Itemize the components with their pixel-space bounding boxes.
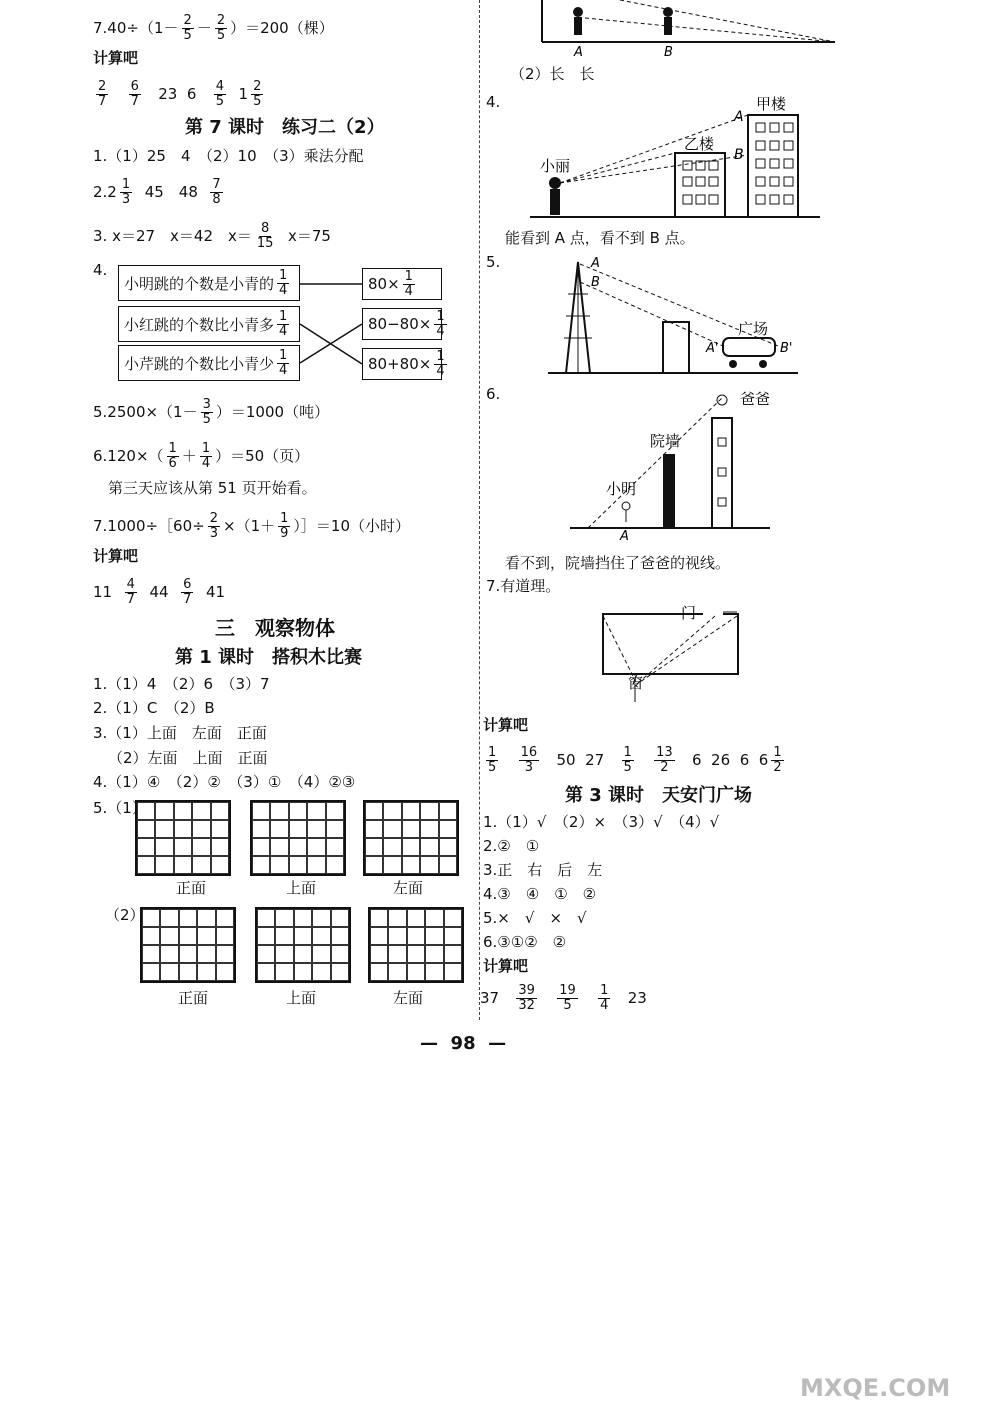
l3-q1: 1.（1）√ （2）× （3）√ （4）√ <box>483 813 720 831</box>
view-grid <box>363 800 459 876</box>
l7-q6: 6.120×（ $\frac{1}{6}$ ＋ $\frac{1}{4}$ ）＝50（页） <box>93 441 310 471</box>
calc-label-r: 计算吧 <box>483 716 529 734</box>
view-label: 正面 <box>176 879 207 897</box>
r-q6-answer: 看不到，院墙挡住了爸爸的视线。 <box>505 554 731 572</box>
l7-q1: 1.（1）25 4 （2）10 （3）乘法分配 <box>93 147 364 165</box>
label-a: A <box>574 45 583 60</box>
r-q5: 5. <box>486 253 501 271</box>
svg-text:窗: 窗 <box>628 674 644 692</box>
calc-label: 计算吧 <box>93 49 139 67</box>
svg-text:B: B <box>734 147 744 163</box>
view-label: 上面 <box>286 879 317 897</box>
r-q7: 7.有道理。 <box>486 577 561 595</box>
u3-q3a: 3.（1）上面 左面 正面 <box>93 724 267 742</box>
l7-q4: 4. <box>93 261 108 279</box>
l3-q4: 4.③ ④ ① ② <box>483 885 597 903</box>
svg-text:B: B <box>591 275 600 290</box>
l7-q2: 2.2 $\frac{1}{3}$ 45 48 $\frac{7}{8}$ <box>93 177 221 207</box>
unit-3-title: 三 观察物体 <box>215 616 335 640</box>
lesson-3-title: 第 3 课时 天安门广场 <box>565 785 753 806</box>
u3-q4: 4.（1）④ （2）② （3）① （4）②③ <box>93 773 356 791</box>
svg-text:甲楼: 甲楼 <box>756 95 787 113</box>
calc-label-r2: 计算吧 <box>483 957 529 975</box>
q7-top: 7.40÷（1－ $\frac{2}{5}$ － $\frac{2}{5}$ ）＝200（棵） <box>93 13 334 43</box>
match-box-left-3: 小芹跳的个数比小青少 $\frac{1}{4}$ <box>118 345 300 381</box>
page-number: — 98 — <box>420 1033 507 1054</box>
l7-q3: 3. x＝27 x＝42 x＝ $\frac{8}{15}$ x＝75 <box>93 221 331 251</box>
label-b: B <box>664 45 673 60</box>
calc-row-1: $\frac{2}{7}$ $\frac{6}{7}$ 23 6 $\frac{4}{5}$ 1 $\frac{2}{5}$ <box>98 79 262 109</box>
window-door-diagram <box>595 598 755 710</box>
l3-q3: 3.正 右 后 左 <box>483 861 603 879</box>
svg-text:爸爸: 爸爸 <box>740 390 771 408</box>
r-q2-2: （2）长 长 <box>510 65 595 83</box>
svg-text:B': B' <box>780 341 793 356</box>
r-q4: 4. <box>486 93 501 111</box>
l7-q7: 7.1000÷［60÷ $\frac{2}{3}$ ×（1＋ $\frac{1}{9}$ ）］＝10（小时） <box>93 511 410 541</box>
l3-q5: 5.× √ × √ <box>483 909 587 927</box>
buildings-diagram <box>530 95 830 225</box>
svg-text:乙楼: 乙楼 <box>684 135 715 153</box>
view-label: 正面 <box>178 989 209 1007</box>
l3-q2: 2.② ① <box>483 837 540 855</box>
lesson-1-title: 第 1 课时 搭积木比赛 <box>175 647 363 668</box>
svg-text:A: A <box>734 109 744 125</box>
svg-text:院墙: 院墙 <box>650 432 681 450</box>
match-box-right-1: 80× $\frac{1}{4}$ <box>362 268 442 300</box>
u3-q2: 2.（1）C （2）B <box>93 699 215 717</box>
u3-q1: 1.（1）4 （2）6 （3）7 <box>93 675 270 693</box>
r-q6: 6. <box>486 385 501 403</box>
svg-text:A: A <box>620 529 629 544</box>
calc-label-2: 计算吧 <box>93 547 139 565</box>
svg-text:小明: 小明 <box>606 480 637 498</box>
match-box-left-2: 小红跳的个数比小青多 $\frac{1}{4}$ <box>118 306 300 342</box>
u3-q5a: 5.（1） <box>93 799 147 817</box>
lesson-7-title: 第 7 课时 练习二（2） <box>185 117 385 138</box>
view-grid <box>140 907 236 983</box>
match-box-right-3: 80+80× $\frac{1}{4}$ <box>362 348 442 380</box>
wall-diagram <box>570 390 771 544</box>
top-diagram <box>530 0 840 62</box>
view-grid <box>250 800 346 876</box>
l7-q6-note: 第三天应该从第 51 页开始看。 <box>108 479 317 497</box>
view-label: 左面 <box>393 879 424 897</box>
calc-row-r: $\frac{1}{5}$ $\frac{16}{3}$ 50 27 $\frac{1}{5}$ $\frac{13}{2}$ 6 26 6 6 $\frac{1}{2}$ <box>488 745 782 775</box>
u3-q5b: （2） <box>105 906 145 924</box>
l7-q5: 5.2500×（1－ $\frac{3}{5}$ ）＝1000（吨） <box>93 397 330 427</box>
svg-text:门: 门 <box>681 604 697 622</box>
view-label: 左面 <box>393 989 424 1007</box>
calc-row-2: 11 $\frac{4}{7}$ 44 $\frac{6}{7}$ 41 <box>93 577 226 607</box>
u3-q3b: （2）左面 上面 正面 <box>108 749 268 767</box>
match-box-left-1: 小明跳的个数是小青的 $\frac{1}{4}$ <box>118 265 300 301</box>
view-grid <box>255 907 351 983</box>
l3-q6: 6.③①② ② <box>483 933 567 951</box>
r-q4-answer: 能看到 A 点，看不到 B 点。 <box>505 229 695 247</box>
svg-text:A: A <box>591 256 600 271</box>
watermark: MXQE.COM <box>800 1374 951 1402</box>
svg-text:小丽: 小丽 <box>540 157 571 175</box>
view-label: 上面 <box>286 989 317 1007</box>
view-grid <box>135 800 231 876</box>
svg-text:A': A' <box>706 341 719 356</box>
tower-diagram <box>548 254 808 379</box>
view-grid <box>368 907 464 983</box>
svg-text:广场: 广场 <box>738 320 769 338</box>
calc-row-r2: 37 $\frac{39}{32}$ $\frac{19}{5}$ $\frac{1}{4}$ 23 <box>480 983 647 1013</box>
match-box-right-2: 80−80× $\frac{1}{4}$ <box>362 308 442 340</box>
